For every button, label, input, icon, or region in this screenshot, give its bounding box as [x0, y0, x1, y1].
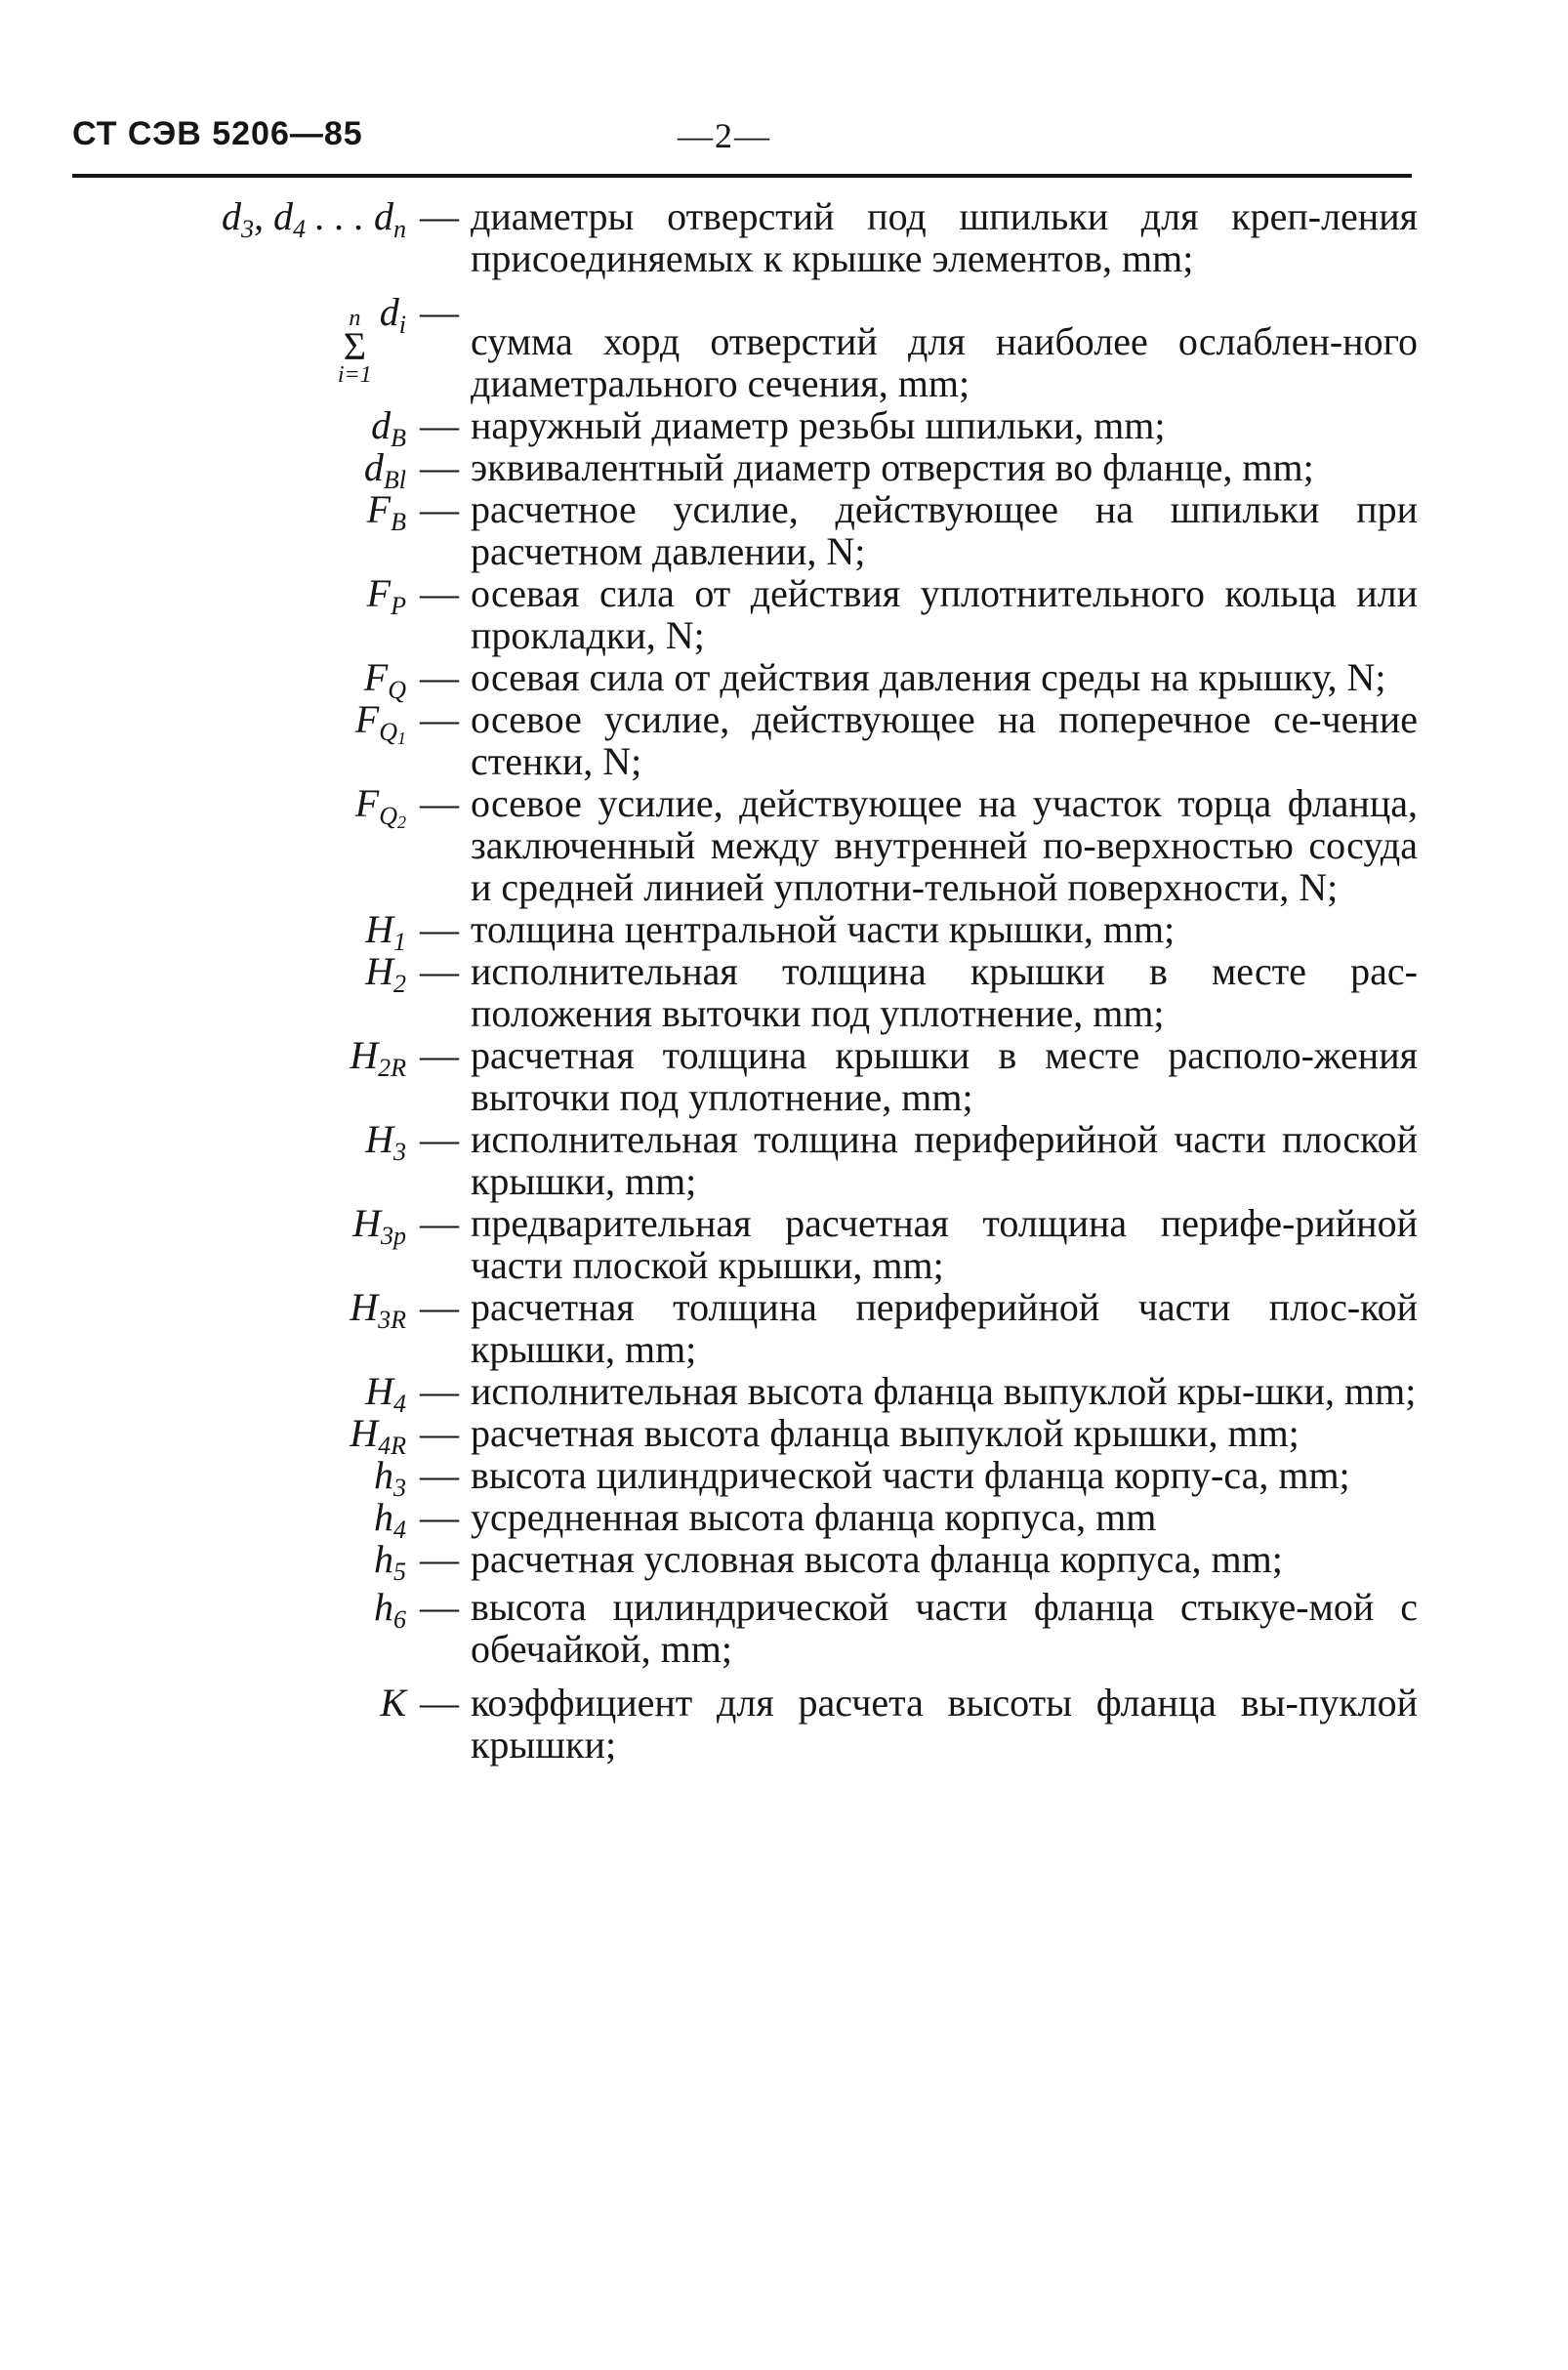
symbol-H2: $H_2$ — [365, 949, 459, 998]
definition-text: сумма хорд отверстий для наиболее ослаблен-ного диаметрального сечения, mm; [471, 319, 1418, 405]
definition-text: осевое усилие, действующее на участок торца фланца, заключенный между внутренней по-верхностью сосуда и средней линией уплотни-тельной поверхности, N; [471, 781, 1418, 909]
definition-text: исполнительная толщина крышки в месте рас-положения выточки под уплотнение, mm; [471, 949, 1418, 1035]
list-item [0, 1286, 1568, 1370]
definition-text: предварительная расчетная толщина перифе-рийной части плоской крышки, mm; [471, 1201, 1418, 1287]
symbol-h5: $h_5$ — [374, 1537, 459, 1586]
symbol-dBl: $d_{Bl}$ — [363, 445, 459, 494]
definition-text: усредненная высота фланца корпуса, mm [471, 1495, 1157, 1539]
standard-code: СТ СЭВ 5206—85 [72, 115, 363, 152]
page-number: —2— [678, 116, 771, 155]
definition-text: диаметры отверстий под шпильки для креп-ления присоединяемых к крышке элементов, mm; [471, 194, 1418, 280]
symbol-FP: $F_P$ — [366, 571, 459, 620]
list-item [0, 655, 1568, 704]
list-item [0, 950, 1568, 1034]
definition-text: исполнительная толщина периферийной части плоской крышки, mm; [471, 1117, 1418, 1203]
definition-text: осевая сила от действия уплотнительного кольца или прокладки, N; [471, 571, 1418, 657]
page-header [72, 105, 1410, 164]
definition-text: высота цилиндрической части фланца корпу-са, mm; [471, 1453, 1350, 1497]
list-item [0, 488, 1568, 572]
symbol-H4R: $H_{4R}$ — [350, 1411, 459, 1460]
list-item [0, 291, 1568, 404]
symbol-h6: $h_6$ — [374, 1585, 459, 1634]
symbol-FQ1: $F_{Q_1}$ — [354, 697, 459, 748]
symbol-d3-dn: $d_3$, $d_4$ . . . $d_n$ — [222, 194, 459, 243]
list-item [0, 1202, 1568, 1286]
list-item [0, 1682, 1568, 1766]
symbol-K: K — [380, 1681, 459, 1725]
definition-text: осевая сила от действия давления среды на крышку, N; [471, 655, 1386, 699]
list-item [0, 1586, 1568, 1670]
list-item [0, 1453, 1568, 1502]
list-item [0, 1118, 1568, 1202]
list-item [0, 1495, 1568, 1544]
definition-text: осевое усилие, действующее на поперечное се-чение стенки, N; [471, 697, 1418, 783]
symbol-FQ: $F_Q$ — [363, 655, 459, 704]
list-item [0, 403, 1568, 452]
list-item [0, 782, 1568, 908]
symbol-H4: $H_4$ — [365, 1369, 459, 1418]
list-item [0, 698, 1568, 782]
symbol-H1: $H_1$ — [365, 907, 459, 956]
definition-text: расчетное усилие, действующее на шпильки при расчетном давлении, N; [471, 487, 1418, 573]
symbol-h3: $h_3$ — [374, 1453, 459, 1502]
list-item [0, 1369, 1568, 1418]
definition-text: наружный диаметр резьбы шпильки, mm; [471, 403, 1166, 447]
symbol-definitions-list [0, 195, 1568, 1766]
symbol-H3R: $H_{3R}$ — [350, 1285, 459, 1334]
definition-text: толщина центральной части крышки, mm; [471, 907, 1176, 951]
symbol-H3p: $H_{3p}$ — [352, 1201, 459, 1250]
symbol-sum-di: n Σ i=1 $d_i$ — [337, 290, 459, 388]
list-item [0, 195, 1568, 279]
definition-text: расчетная высота фланца выпуклой крышки, mm; [471, 1411, 1300, 1455]
symbol-H2R: $H_{2R}$ — [350, 1033, 459, 1082]
list-item [0, 1034, 1568, 1118]
definition-text: эквивалентный диаметр отверстия во фланце, mm; [471, 445, 1314, 489]
definition-text: исполнительная высота фланца выпуклой кры-шки, mm; [471, 1369, 1417, 1413]
symbol-H3: $H_3$ — [365, 1117, 459, 1166]
definition-text: высота цилиндрической части фланца стыкуе-мой с обечайкой, mm; [471, 1585, 1418, 1671]
definition-text: коэффициент для расчета высоты фланца вы-пуклой крышки; [471, 1681, 1418, 1767]
symbol-FQ2: $F_{Q_2}$ — [354, 781, 459, 832]
definition-text: расчетная толщина периферийной части плос-кой крышки, mm; [471, 1285, 1418, 1371]
symbol-h4: $h_4$ — [374, 1495, 459, 1544]
list-item [0, 907, 1568, 956]
header-rule [72, 174, 1412, 178]
list-item [0, 572, 1568, 656]
symbol-FB: $F_B$ — [366, 487, 459, 536]
list-item [0, 1537, 1568, 1586]
list-item [0, 445, 1568, 494]
definition-text: расчетная толщина крышки в месте располо-жения выточки под уплотнение, mm; [471, 1033, 1418, 1119]
definition-text: расчетная условная высота фланца корпуса, mm; [471, 1537, 1283, 1581]
list-item [0, 1411, 1568, 1460]
symbol-dB: $d_B$ — [371, 403, 459, 452]
summation-symbol: n Σ i=1 [337, 306, 372, 388]
